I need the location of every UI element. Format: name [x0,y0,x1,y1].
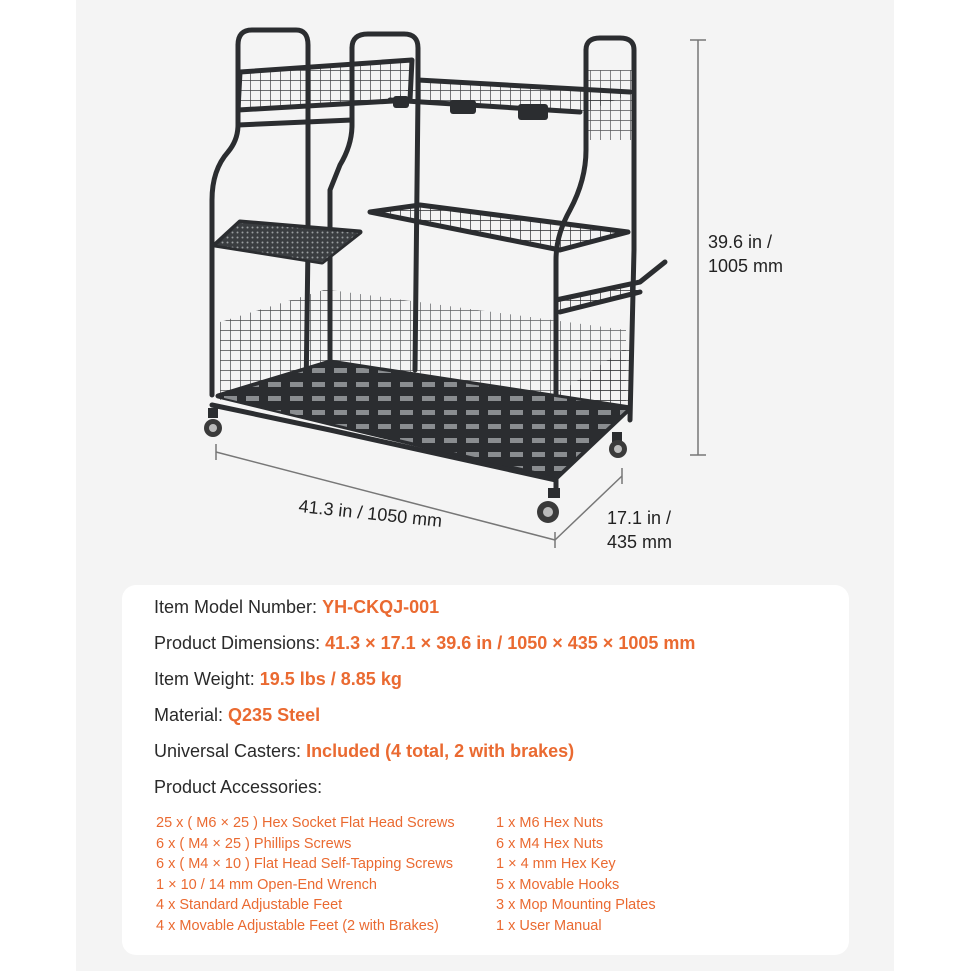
accessory-item: 1 x M6 Hex Nuts [496,815,604,831]
spec-dimensions-row [154,631,695,655]
spec-casters-value: Included (4 total, 2 with brakes) [306,741,575,761]
accessory-item: 3 x Mop Mounting Plates [496,897,656,913]
spec-model-value: YH-CKQJ-001 [322,597,440,617]
top-basket-mesh [240,58,412,112]
accessories-right-list [496,813,656,936]
spec-weight-row [154,667,402,691]
height-line-2: 1005 mm [708,256,784,276]
spec-material-value: Q235 Steel [228,705,321,725]
depth-dimension-label [607,506,672,554]
specification-card [122,585,849,955]
height-line-1: 39.6 in / [708,232,773,252]
spec-material-row [154,703,320,727]
accessory-item: 1 x User Manual [496,917,602,934]
accessory-item: 6 x ( M4 × 25 ) Phillips Screws [156,835,352,852]
spec-weight-label: Item Weight: [154,669,255,689]
height-dimension-label [708,230,783,278]
accessory-item: 1 × 4 mm Hex Key [496,856,616,872]
accessory-item: 6 x M4 Hex Nuts [496,835,604,852]
accessory-item: 4 x Standard Adjustable Feet [156,897,343,913]
accessory-item: 6 x ( M4 × 10 ) Flat Head Self-Tapping Screws [156,856,453,872]
accessories-left-list [156,813,455,936]
accessory-item: 25 x ( M6 × 25 ) Hex Socket Flat Head Screws [156,815,455,831]
spec-dimensions-value: 41.3 × 17.1 × 39.6 in / 1050 × 435 × 1005 mm [325,633,696,653]
accessory-item: 5 x Movable Hooks [496,876,620,893]
spec-material-label: Material: [154,705,224,725]
spec-weight-value: 19.5 lbs / 8.85 kg [259,669,402,689]
spec-casters-label: Universal Casters: [154,741,302,761]
spec-dimensions-label: Product Dimensions: [154,633,321,653]
width-dimension-label: 41.3 in / 1050 mm [297,495,444,531]
spec-accessories-label: Product Accessories: [154,777,323,797]
spec-model-label: Item Model Number: [154,597,318,617]
spec-casters-row [154,739,574,763]
depth-line-2: 435 mm [607,532,673,552]
accessory-item: 1 × 10 / 14 mm Open-End Wrench [156,876,377,893]
accessory-item: 4 x Movable Adjustable Feet (2 with Brakes) [156,917,439,934]
depth-line-1: 17.1 in / [607,508,672,528]
spec-model-row [154,595,439,619]
